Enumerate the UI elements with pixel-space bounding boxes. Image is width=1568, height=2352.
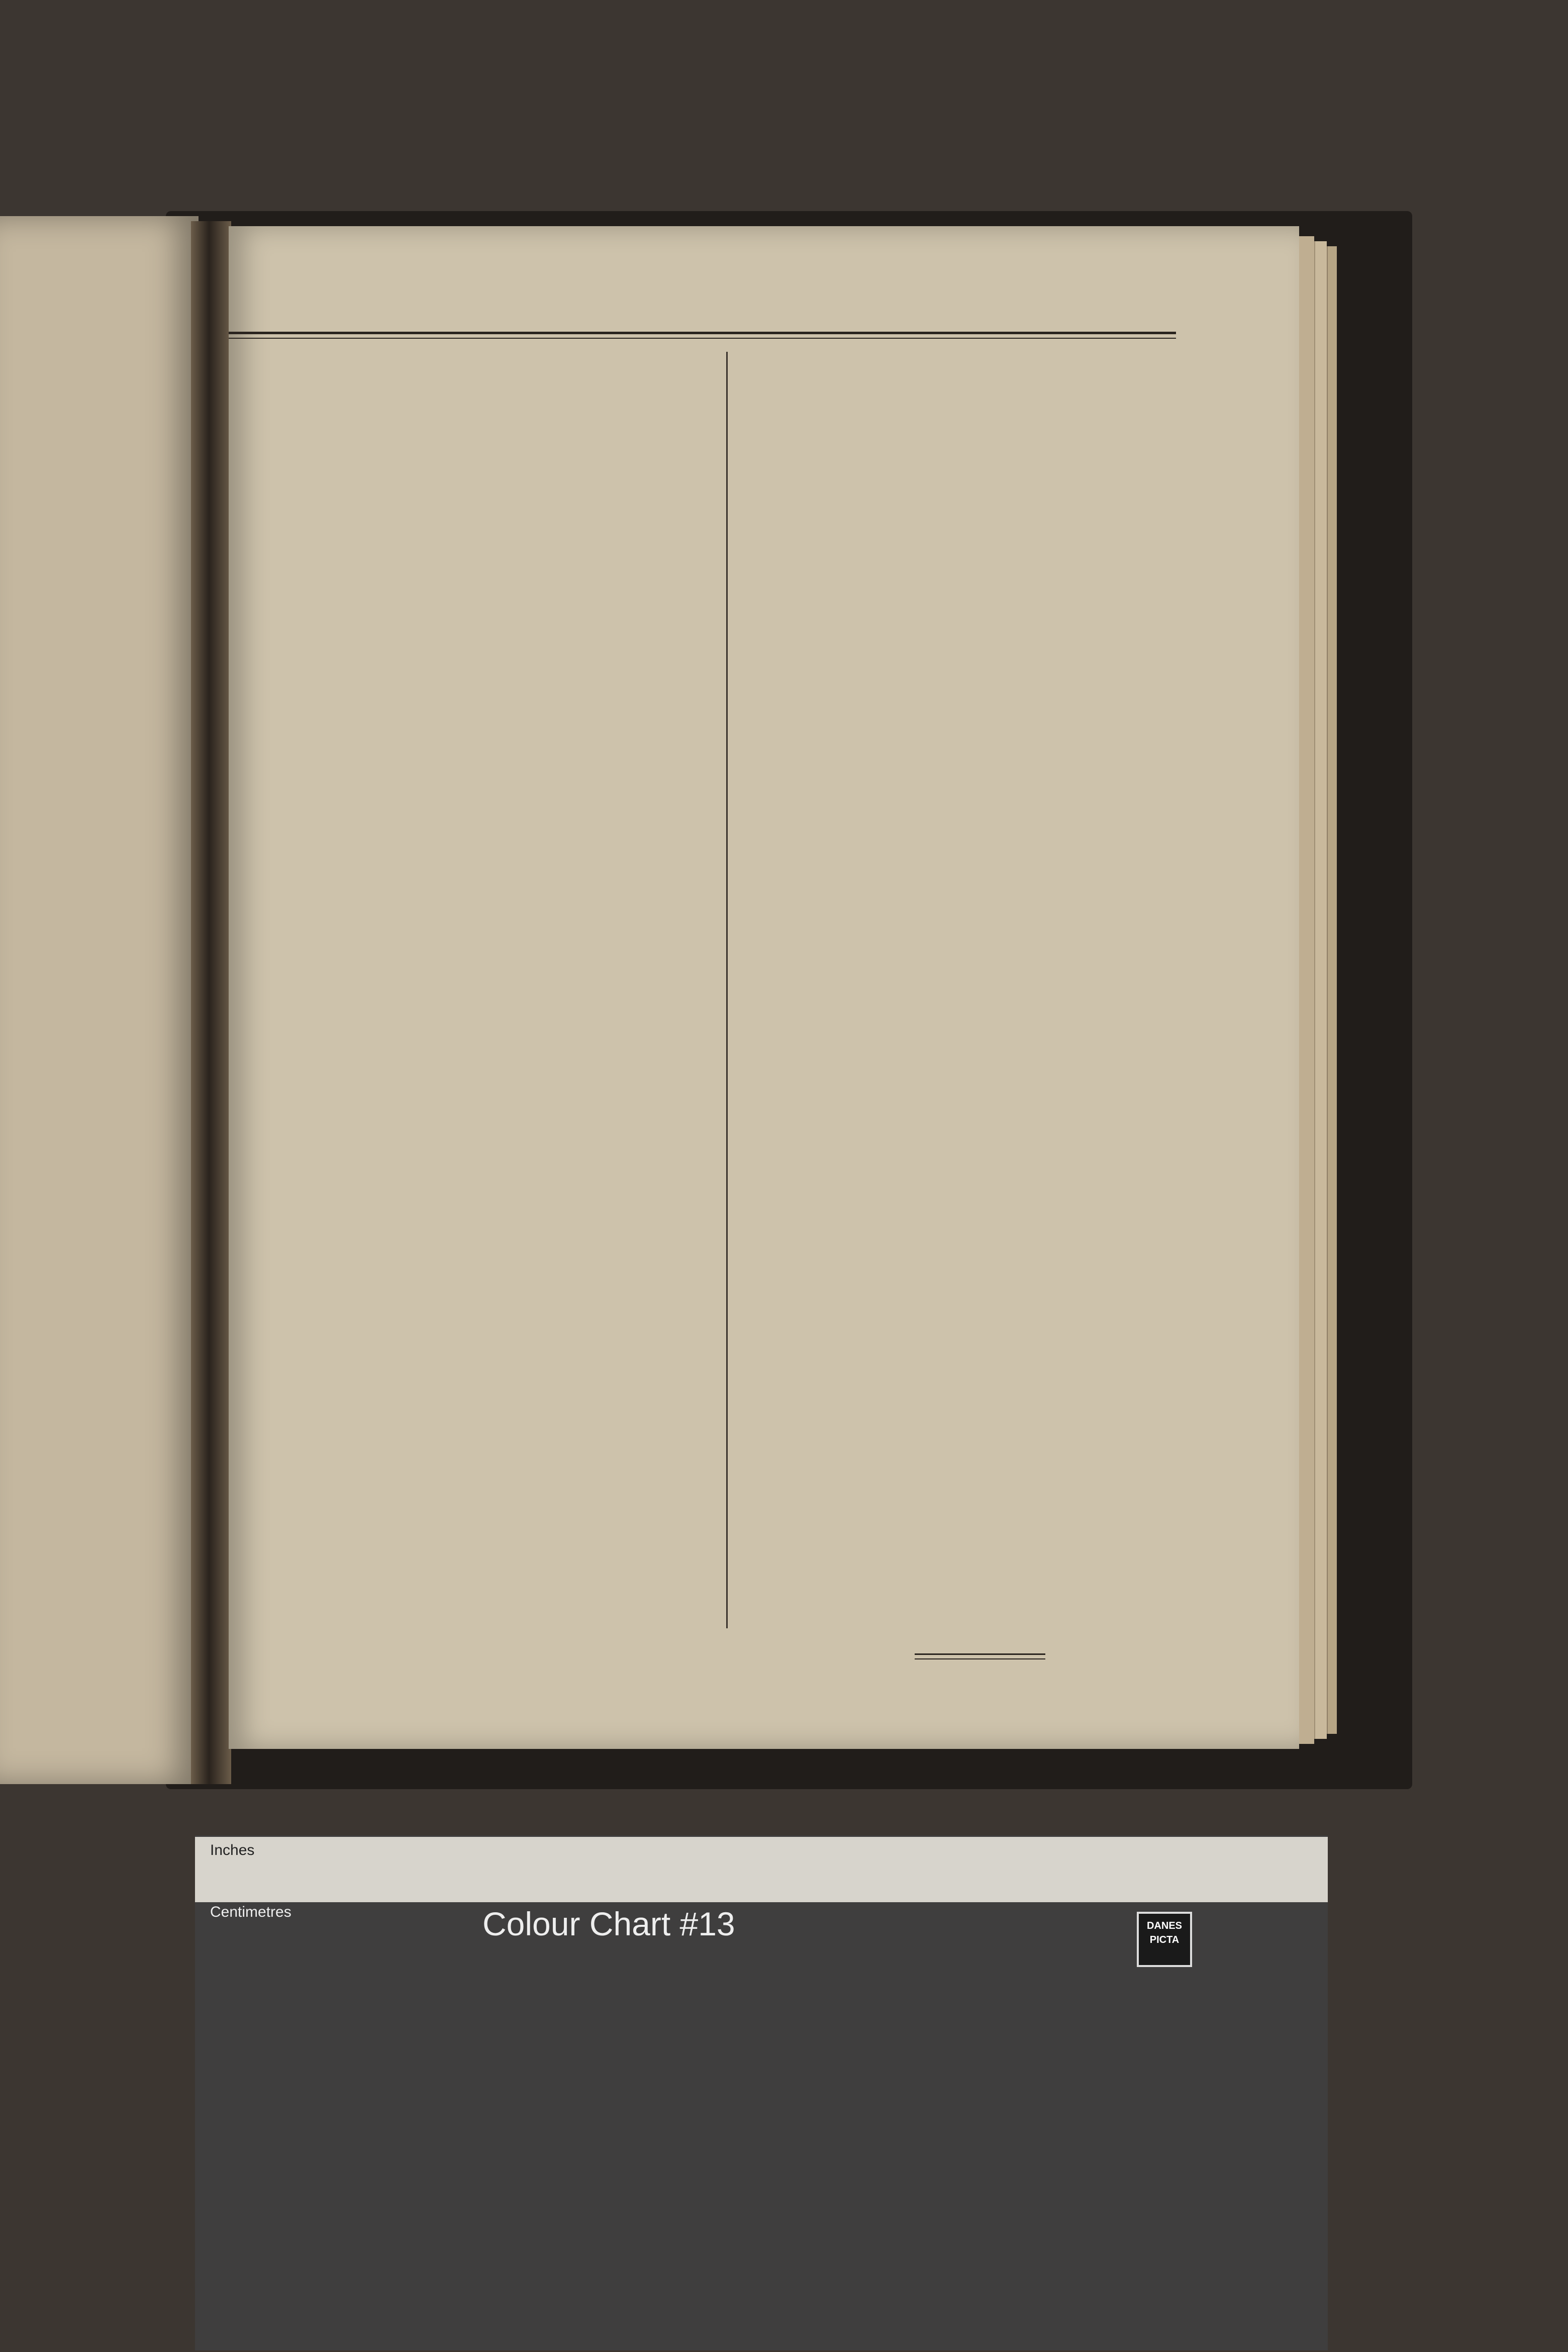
header-rule bbox=[229, 332, 1176, 334]
inches-label: Inches bbox=[210, 1842, 255, 1858]
ruler bbox=[195, 1837, 1328, 1902]
page-edge bbox=[1299, 236, 1314, 1744]
centimetres-label: Centimetres bbox=[210, 1904, 291, 1920]
page-edge bbox=[1327, 246, 1337, 1734]
end-rule bbox=[915, 1653, 1045, 1655]
running-head bbox=[601, 297, 852, 332]
left-page bbox=[0, 216, 199, 1784]
text-column-right bbox=[738, 352, 1175, 1618]
text-column-left bbox=[240, 352, 709, 1669]
page-number bbox=[1091, 297, 1176, 332]
chart-title: Colour Chart #13 bbox=[482, 1905, 735, 1942]
column-divider bbox=[726, 352, 728, 1628]
danes-picta-logo: DANES PICTA bbox=[1137, 1912, 1192, 1967]
left-page-column bbox=[5, 568, 178, 1784]
book-gutter bbox=[191, 221, 231, 1784]
header-rule bbox=[229, 338, 1176, 339]
end-rule bbox=[915, 1658, 1045, 1659]
page-edge bbox=[1314, 241, 1327, 1739]
